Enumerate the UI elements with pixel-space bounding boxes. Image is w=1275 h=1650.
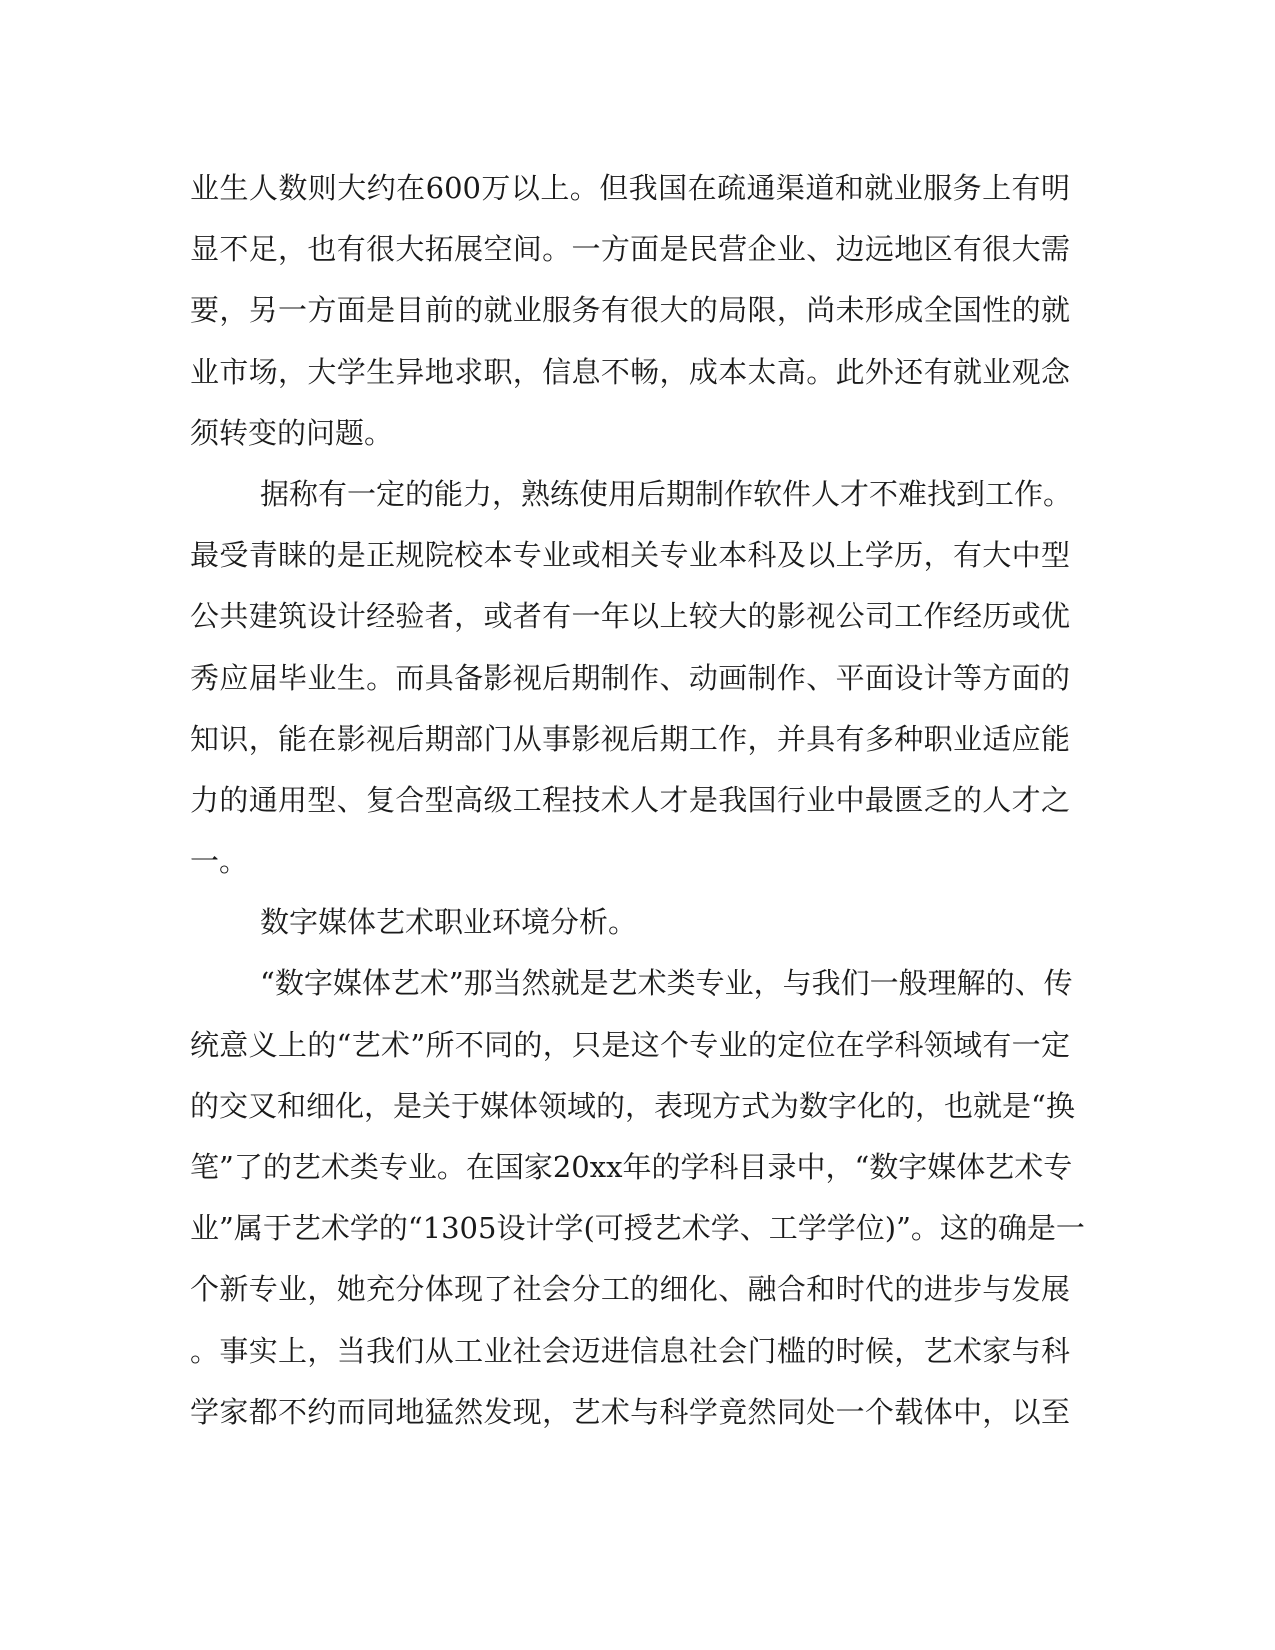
text-line: 个新专业，她充分体现了社会分工的细化、融合和时代的进步与发展 bbox=[190, 1272, 1070, 1307]
text-line: 要，另一方面是目前的就业服务有很大的局限，尚未形成全国性的就 bbox=[190, 293, 1070, 328]
text-line: 知识，能在影视后期部门从事影视后期工作，并具有多种职业适应能 bbox=[190, 721, 1070, 756]
section-heading: 数字媒体艺术职业环境分析。 bbox=[260, 905, 638, 940]
text-line: 最受青睐的是正规院校本专业或相关专业本科及以上学历，有大中型 bbox=[190, 538, 1070, 573]
text-line: 学家都不约而同地猛然发现，艺术与科学竟然同处一个载体中，以至 bbox=[190, 1394, 1070, 1429]
text-line: 秀应届毕业生。而具备影视后期制作、动画制作、平面设计等方面的 bbox=[190, 660, 1070, 695]
paragraph-first-line: 据称有一定的能力，熟练使用后期制作软件人才不难找到工作。 bbox=[260, 476, 1073, 511]
text-line: 一。 bbox=[190, 844, 249, 879]
document-body bbox=[190, 158, 1085, 1443]
text-line: 业生人数则大约在600万以上。但我国在疏通渠道和就业服务上有明 bbox=[190, 171, 1070, 205]
paragraph-first-line: “数字媒体艺术”那当然就是艺术类专业，与我们一般理解的、传 bbox=[260, 966, 1073, 1001]
text-line: 业市场，大学生异地求职，信息不畅，成本太高。此外还有就业观念 bbox=[190, 354, 1070, 389]
text-line: 力的通用型、复合型高级工程技术人才是我国行业中最匮乏的人才之 bbox=[190, 782, 1070, 817]
text-line: 须转变的问题。 bbox=[190, 415, 394, 450]
text-line: 显不足，也有很大拓展空间。一方面是民营企业、边远地区有很大需 bbox=[190, 232, 1070, 267]
text-line: 公共建筑设计经验者，或者有一年以上较大的影视公司工作经历或优 bbox=[190, 599, 1070, 634]
text-line: 统意义上的“艺术”所不同的，只是这个专业的定位在学科领域有一定 bbox=[190, 1027, 1070, 1062]
text-line: 笔”了的艺术类专业。在国家20xx年的学科目录中，“数字媒体艺术专 bbox=[190, 1150, 1073, 1184]
text-line: 的交叉和细化，是关于媒体领域的，表现方式为数字化的，也就是“换 bbox=[190, 1088, 1075, 1123]
text-line: 业”属于艺术学的“1305设计学(可授艺术学、工学学位)”。这的确是一 bbox=[190, 1211, 1085, 1246]
text-line: 。事实上，当我们从工业社会迈进信息社会门槛的时候，艺术家与科 bbox=[190, 1333, 1070, 1368]
